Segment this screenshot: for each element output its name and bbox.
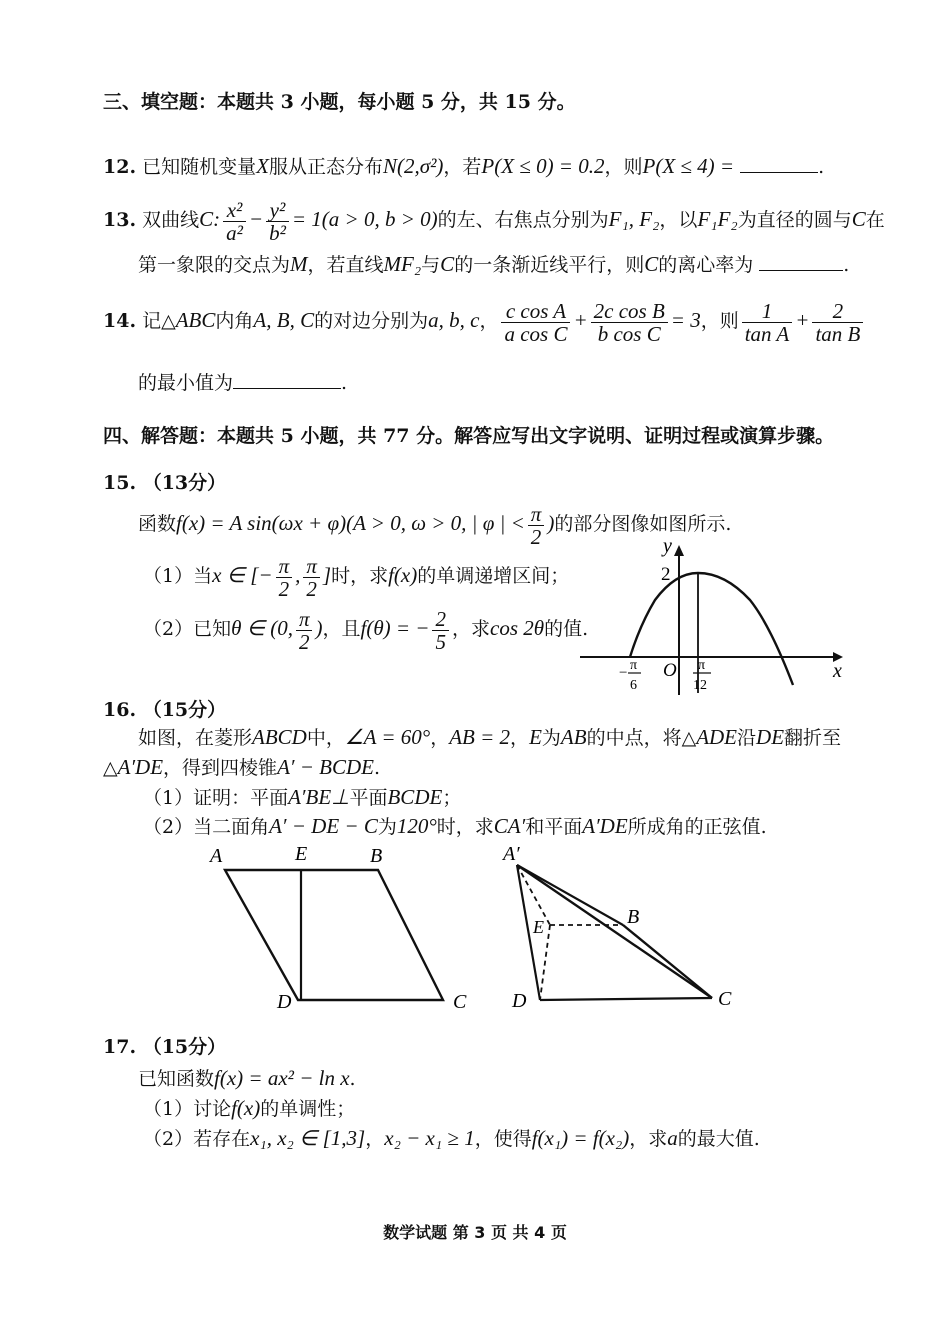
q16-p2-t3: 和平面 xyxy=(525,816,583,838)
q17-stem1: 已知函数 xyxy=(138,1068,215,1090)
q16-l2-3: . xyxy=(373,757,381,779)
q16-stem2: 中， xyxy=(306,727,345,749)
q13-c4: C xyxy=(644,252,659,276)
q16-header xyxy=(103,698,226,722)
question-13-line2 xyxy=(138,252,849,277)
q14-frac4 xyxy=(812,300,863,345)
q16-p1-t2: 平面 xyxy=(349,787,388,809)
q15-number: 15. xyxy=(103,472,137,494)
q16-ab: AB = 2 xyxy=(449,725,511,749)
edge-bc xyxy=(623,925,712,998)
q17-header xyxy=(103,1035,226,1059)
q16-l2-2: ，得到四棱锥 xyxy=(163,757,278,779)
q15-stem-frac-den: 2 xyxy=(530,524,542,549)
q13-end: . xyxy=(843,254,850,276)
tick-left-den: 6 xyxy=(630,678,637,693)
q14-frac4-den: tan B xyxy=(815,321,861,346)
q16-angle: ∠A = 60° xyxy=(344,725,431,749)
q14-number: 14. xyxy=(103,310,137,332)
q17-p1-text: 的单调性； xyxy=(260,1098,356,1120)
q16-number: 16. xyxy=(103,699,137,721)
fig2-label-d: D xyxy=(512,990,527,1012)
fig1-label-a: A xyxy=(210,845,223,867)
q13-text5: 在 xyxy=(865,209,885,231)
q14-comma: ， xyxy=(479,310,499,332)
q14-frac2-num: 2c cos B xyxy=(591,300,668,323)
q16-p2-t4: 所成角的正弦值. xyxy=(627,816,767,838)
q15-p1-text: 时，求 xyxy=(331,565,389,587)
q15-p2-cos: cos 2θ xyxy=(490,616,545,640)
edge-ac xyxy=(517,865,712,998)
q15-p1-fx: f(x) xyxy=(388,563,418,587)
q16-stem3: ， xyxy=(430,727,450,749)
q12-number: 12. xyxy=(103,156,137,178)
q16-stem-line2 xyxy=(103,755,380,780)
q15-stem-frac-num: π xyxy=(528,503,545,526)
q17-part1 xyxy=(143,1096,355,1121)
q12-normal: N(2,σ²) xyxy=(382,154,444,178)
q16-p2-t1: 为 xyxy=(377,816,397,838)
q13-frac2 xyxy=(266,199,289,244)
q15-p2-frac-num: 2 xyxy=(432,608,449,631)
q12-text3: ，若 xyxy=(443,156,482,178)
q16-stem7: 沿 xyxy=(737,727,757,749)
q16-p2-m1: A′ − DE − C xyxy=(269,814,378,838)
q16-stem1: 如图，在菱形 xyxy=(138,727,253,749)
q17-stem-end: . xyxy=(349,1068,356,1090)
question-14 xyxy=(103,296,866,345)
q13-m: M xyxy=(290,252,308,276)
question-12 xyxy=(103,154,824,179)
fig2-label-c: C xyxy=(718,988,732,1010)
q15-p1-frac1 xyxy=(276,555,293,600)
tick-right-den: 12 xyxy=(693,678,707,693)
q13-condition: = 1(a > 0, b > 0) xyxy=(291,207,438,231)
q16-pyramid-figure xyxy=(500,840,760,1020)
q15-p1-frac2 xyxy=(303,555,320,600)
q15-part1 xyxy=(143,552,569,600)
q16-e: E xyxy=(529,725,542,749)
q17-p1-label: （1）讨论 xyxy=(143,1098,232,1120)
q14-line2-text: 的最小值为 xyxy=(138,372,234,394)
q16-stem5: 为 xyxy=(541,727,561,749)
q16-ade2: A′DE xyxy=(117,755,164,779)
q16-l2-1: △ xyxy=(103,757,118,779)
q15-p2-math: θ ∈ (0, xyxy=(231,616,293,640)
q12-var-x: X xyxy=(256,154,269,178)
q12-text2: 服从正态分布 xyxy=(268,156,383,178)
q17-stem-math: f(x) = ax² − ln x xyxy=(214,1066,350,1090)
question-14-line2 xyxy=(138,370,347,395)
q14-sides: a, b, c xyxy=(428,308,480,332)
q15-p2-frac-pi-num: π xyxy=(296,608,313,631)
q17-p2-t3: ，求 xyxy=(629,1128,668,1150)
q14-frac3-num: 1 xyxy=(742,300,793,323)
q12-answer-blank[interactable] xyxy=(740,154,818,173)
q13-frac1-num: x² xyxy=(223,199,246,222)
q13-frac1-den: a² xyxy=(226,220,243,245)
q15-p2-ftheta: f(θ) = − xyxy=(360,616,430,640)
q16-stem4: ， xyxy=(510,727,530,749)
q17-p2-m4: a xyxy=(667,1126,678,1150)
q14-frac1-den: a cos C xyxy=(504,321,568,346)
q15-p1-frac1-num: π xyxy=(276,555,293,578)
q15-sine-graph xyxy=(575,535,855,700)
fig2-label-b: B xyxy=(627,906,640,928)
q15-p2-frac-den: 5 xyxy=(435,629,446,654)
q16-stem6: 的中点，将△ xyxy=(586,727,697,749)
q14-answer-blank[interactable] xyxy=(233,370,341,389)
q13-mf2: MF₂ xyxy=(383,252,422,276)
q13-text2: 的左、右焦点分别为 xyxy=(437,209,609,231)
q16-ab2: AB xyxy=(560,725,587,749)
q15-part2 xyxy=(143,605,588,653)
q16-de: DE xyxy=(756,725,785,749)
q15-stem2: 的部分图像如图所示. xyxy=(554,513,732,535)
q13-l2-text5: 的离心率为 xyxy=(658,254,754,276)
q13-f1f2: F₁F₂ xyxy=(697,207,738,231)
tick-left-sign: − xyxy=(619,665,628,681)
q12-end: . xyxy=(818,156,825,178)
y-axis-arrow-icon xyxy=(674,545,684,556)
q16-pyramid: A′ − BCDE xyxy=(277,755,374,779)
q16-part2 xyxy=(143,814,767,839)
q16-ade: ADE xyxy=(696,725,738,749)
q13-frac1 xyxy=(223,199,246,244)
q14-abc: ABC xyxy=(175,308,216,332)
q16-rhombus-figure xyxy=(200,840,490,1020)
q13-l2-text2: ，若直线 xyxy=(307,254,384,276)
q16-p1-end: ； xyxy=(442,787,462,809)
fig2-label-a-prime: A′ xyxy=(503,843,520,865)
fig2-label-e: E xyxy=(533,917,544,937)
q15-stem-math: f(x) = A sin(ωx + φ)(A > 0, ω > 0, | φ | < xyxy=(176,511,525,535)
graph-y-label: y xyxy=(663,535,672,557)
tick-right-num: π xyxy=(698,658,706,673)
q15-p2-frac xyxy=(432,608,449,653)
q15-p2-frac-pi-den: 2 xyxy=(298,629,310,654)
q16-part1 xyxy=(143,785,461,810)
q16-p2-m2: 120° xyxy=(396,814,437,838)
q13-text1: 双曲线 xyxy=(142,209,200,231)
fig1-label-e: E xyxy=(295,843,308,865)
q16-p1-label: （1）证明：平面 xyxy=(143,787,289,809)
q15-p1-text2: 的单调递增区间； xyxy=(417,565,570,587)
q14-frac2-den: b cos C xyxy=(597,321,661,346)
q16-p1-m1: A′BE xyxy=(288,785,332,809)
q14-frac3 xyxy=(742,300,793,345)
q14-frac2 xyxy=(591,300,668,345)
q16-p2-t2: 时，求 xyxy=(436,816,494,838)
q17-p2-m3: f(x₁) = f(x₂) xyxy=(531,1126,630,1150)
graph-origin-label: O xyxy=(663,660,677,681)
section3-heading: 三、填空题：本题共 3 小题，每小题 5 分，共 15 分。 xyxy=(103,91,576,113)
q13-c3: C xyxy=(440,252,455,276)
q15-p2-text: ，且 xyxy=(322,618,361,640)
q13-c2: C xyxy=(851,207,866,231)
q15-p1-label: （1）当 xyxy=(143,565,213,587)
q14-frac4-num: 2 xyxy=(812,300,863,323)
q14-frac3-den: tan A xyxy=(744,321,790,346)
q14-text2: 内角 xyxy=(215,310,254,332)
q17-number: 17. xyxy=(103,1036,137,1058)
q16-stem-line1 xyxy=(138,725,841,750)
q15-p1-frac2-den: 2 xyxy=(306,576,317,601)
q12-prob2: P(X ≤ 4) = xyxy=(642,154,735,178)
q13-l2-text4: 的一条渐近线平行，则 xyxy=(454,254,645,276)
q14-plus2: + xyxy=(795,308,810,332)
graph-max-label: 2 xyxy=(661,564,671,585)
q17-stem xyxy=(138,1066,356,1091)
q16-p1-perp: ⊥ xyxy=(331,785,350,809)
q13-text3: ，以 xyxy=(659,209,698,231)
page-footer: 数学试题 第 3 页 共 4 页 xyxy=(383,1223,567,1242)
q17-p2-t1: ， xyxy=(365,1128,385,1150)
q15-stem1: 函数 xyxy=(138,513,177,535)
q16-p1-m2: BCDE xyxy=(387,785,443,809)
fig1-label-c: C xyxy=(453,991,467,1013)
q15-stem-frac xyxy=(528,503,545,548)
tick-left-num: π xyxy=(630,658,638,673)
q13-number: 13. xyxy=(103,209,137,231)
q17-p2-m2: x₂ − x₁ ≥ 1 xyxy=(384,1126,475,1150)
q12-text1: 已知随机变量 xyxy=(142,156,257,178)
q17-p2-t2: ，使得 xyxy=(474,1128,532,1150)
sine-curve xyxy=(630,573,793,685)
q15-p2-text3: 的值. xyxy=(544,618,589,640)
q16-p2-m3: CA′ xyxy=(493,814,526,838)
q12-prob1: P(X ≤ 0) = 0.2 xyxy=(481,154,605,178)
q17-part2 xyxy=(143,1126,760,1151)
q15-p2-text2: ，求 xyxy=(451,618,490,640)
q16-score: （15分） xyxy=(142,699,227,721)
q17-p2-m1: x₁, x₂ ∈ [1,3] xyxy=(250,1126,366,1150)
q15-p1-frac1-den: 2 xyxy=(278,576,290,601)
q15-score: （13分） xyxy=(142,472,227,494)
q16-abcd: ABCD xyxy=(252,725,307,749)
rhombus-outline xyxy=(225,870,443,1000)
q14-eq: = 3 xyxy=(670,308,701,332)
q13-frac2-den: b² xyxy=(269,220,286,245)
q13-foci: F₁, F₂ xyxy=(608,207,660,231)
q15-stem-close: ) xyxy=(547,511,555,535)
q15-p2-frac-pi xyxy=(296,608,313,653)
q16-p2-m4: A′DE xyxy=(582,814,628,838)
graph-x-label: x xyxy=(833,660,842,682)
q13-minus: − xyxy=(248,207,264,231)
q15-p1-math: x ∈ [− xyxy=(212,563,273,587)
q14-frac1-num: c cos A xyxy=(501,300,570,323)
q13-answer-blank[interactable] xyxy=(759,252,843,271)
q13-l2-text3: 与 xyxy=(421,254,441,276)
edge-ab xyxy=(517,865,623,925)
q14-text3: 的对边分别为 xyxy=(314,310,429,332)
q14-text1: 记△ xyxy=(142,310,176,332)
q14-end: . xyxy=(341,372,348,394)
q14-text4: ，则 xyxy=(700,310,739,332)
q16-p2-label: （2）当二面角 xyxy=(143,816,270,838)
edge-dc xyxy=(540,998,712,1000)
question-13 xyxy=(103,196,885,244)
q13-text4: 为直径的圆与 xyxy=(737,209,852,231)
q17-p2-t4: 的最大值. xyxy=(677,1128,760,1150)
q15-p1-comma: , xyxy=(295,563,301,587)
q15-p2-label: （2）已知 xyxy=(143,618,232,640)
q14-frac1 xyxy=(501,300,570,345)
section4-heading: 四、解答题：本题共 5 小题，共 77 分。解答应写出文字说明、证明过程或演算步骤。 xyxy=(103,425,835,447)
q14-plus: + xyxy=(573,308,588,332)
q15-p1-frac2-num: π xyxy=(303,555,320,578)
q15-p1-close: ] xyxy=(322,563,332,587)
q17-p1-fx: f(x) xyxy=(231,1096,261,1120)
q14-angles: A, B, C xyxy=(253,308,315,332)
q12-text4: ，则 xyxy=(604,156,643,178)
q13-l2-text1: 第一象限的交点为 xyxy=(138,254,291,276)
q13-c: C: xyxy=(199,207,221,231)
q17-p2-label: （2）若存在 xyxy=(143,1128,251,1150)
q13-frac2-num: y² xyxy=(266,199,289,222)
fig1-label-b: B xyxy=(370,845,383,867)
q17-score: （15分） xyxy=(142,1036,227,1058)
q16-stem8: 翻折至 xyxy=(784,727,842,749)
q15-header xyxy=(103,471,226,495)
fig1-label-d: D xyxy=(277,991,292,1013)
q15-p2-close: ) xyxy=(315,616,323,640)
